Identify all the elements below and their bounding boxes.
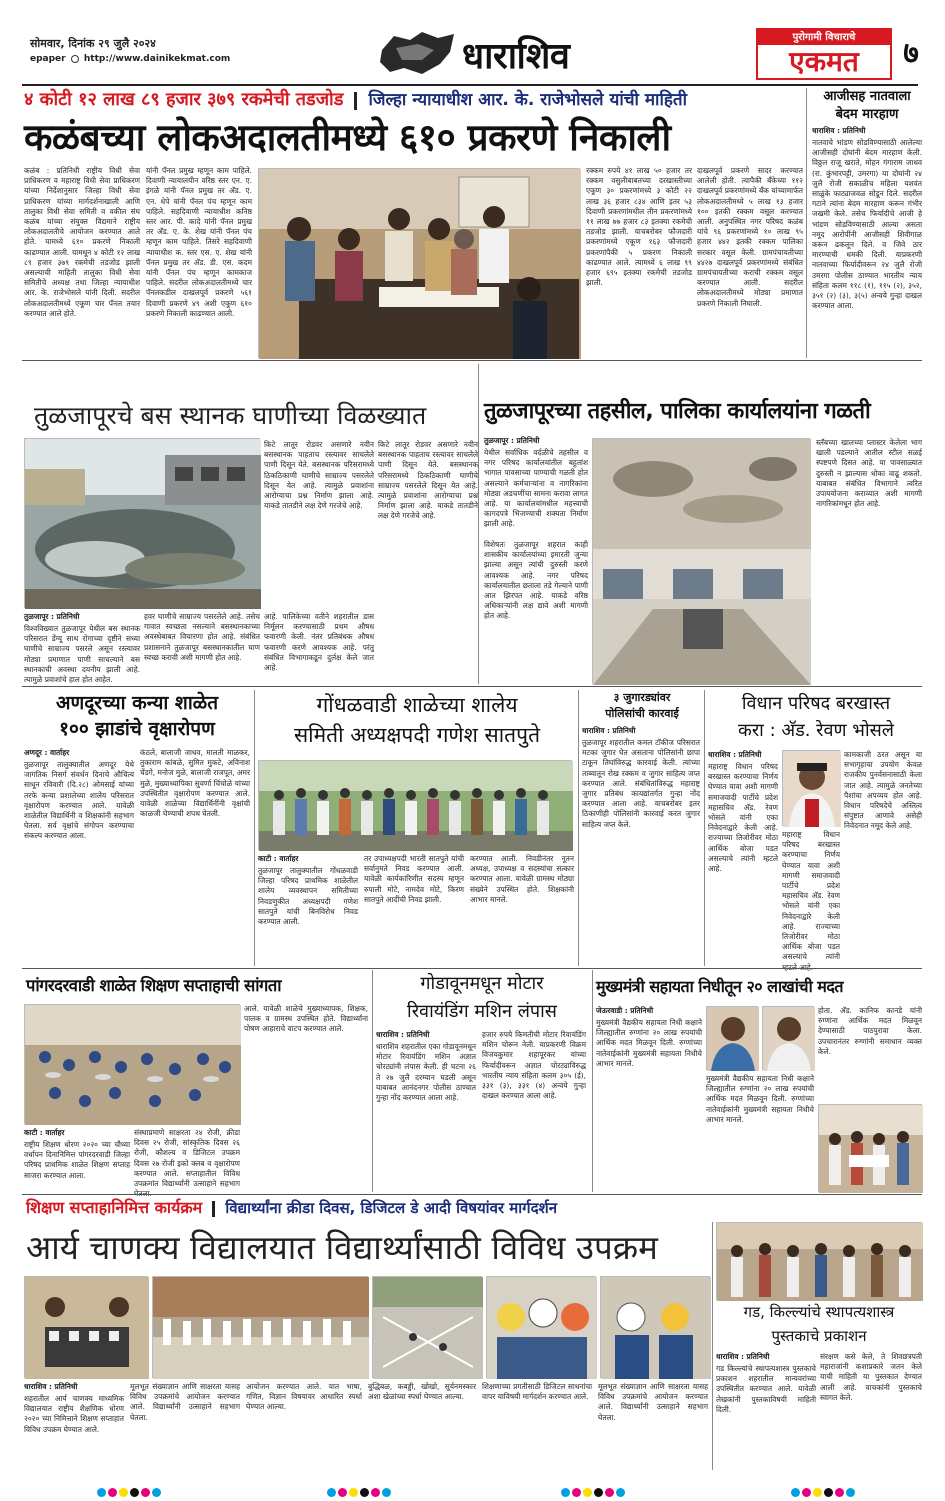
registration-dot <box>813 1488 822 1497</box>
tree-headline: अणदूरच्या कन्या शाळेत १०० झाडांचे वृक्षारोपण <box>55 692 219 740</box>
kanade-photo-2 <box>762 1006 814 1070</box>
registration-dot <box>382 1488 391 1497</box>
gondhal-byline: काटी : वार्ताहर <box>258 854 299 863</box>
lead-kicker-red: ४ कोटी १२ लाख ८९ हजार ३७९ रकमेची तडजोड <box>24 89 344 110</box>
side-brief-headline: आजीसह नातवाला बेदम मारहाण <box>823 89 911 122</box>
registration-dot <box>616 1488 625 1497</box>
fort-col1: गड किल्ल्यांचे स्थापत्यशास्त्र पुस्तकाचे प्रकाशन शहरातील मान्यवरांच्या उपस्थितीत करण्यात आले. यावेळी लेखकांनी पुस्तकाविषयी माहिती दिली. <box>716 1364 816 1414</box>
committee-photo <box>258 760 572 850</box>
registration-bar-middle <box>326 1482 392 1501</box>
lead-kicker-blue: जिल्हा न्यायाधीश आर. के. राजेभोसले यांची माहिती <box>368 90 687 110</box>
school-meal-photo <box>24 1004 240 1124</box>
registration-dot <box>583 1488 592 1497</box>
fort-col2: संरक्षण कसे केले, ते शिवछत्रपती महाराजांनी कशाप्रकारे जतन केले याची माहिती या पुस्तकात देण्यात आली आहे. वाचकांनी पुस्तकाचे स्वागत केले. <box>820 1352 922 1402</box>
brand-logo: एकमत <box>789 45 859 78</box>
registration-dot <box>152 1488 161 1497</box>
lok-adalat-photo <box>258 168 580 358</box>
school-col2: मूलभूत संख्याज्ञान आणि साक्षरता यासह विविध उपक्रमांचे आयोजन करण्यात आले. विद्यार्थ्यांनी उत्साहाने सहभाग घेतला. <box>130 1382 240 1422</box>
school-kicker-blue: विद्यार्थ्यांना क्रीडा दिवस, डिजिटल डे आदी विषयांवर मार्गदर्शन <box>225 1199 558 1217</box>
bus-headline: तुळजापूरचे बस स्थानक घाणीच्या विळख्यात <box>34 401 427 430</box>
bus-byline: तुळजापूर : प्रतिनिधी <box>24 612 80 621</box>
tehsil-col3: स्लॅबच्या खालच्या प्लास्टर केलेला भाग खाली पडल्याने आतील स्टील सळई स्पष्टपणे दिसत आहे. या पावसाळ्यात दुरुस्ती न झाल्यास धोका वाढू शकतो. याबाबत संबंधित विभागाने त्वरित उपाययोजना कराव्यात अशी मागणी नागरिकांमधून होत आहे. <box>816 438 922 509</box>
registration-dot <box>349 1488 358 1497</box>
masthead <box>0 0 945 84</box>
tehsil-byline: तुळजापूर : प्रतिनिधी <box>484 436 540 445</box>
section-name: धाराशिव <box>462 35 570 77</box>
tehsil-col1: येथील सर्वाधिक वर्दळीचे तहसील व नगर परिषद कार्यालयांतील बहुतांश भागात पावसाच्या पाण्याची गळती होत असल्याने कर्मचाऱ्यांना व नागरिकांना मोठ्या अडचणींचा सामना करावा लागत आहे. या कार्यालयांमधील महत्त्वाची कागदपत्रे भिजण्याची शक्यता निर्माण झाली आहे. <box>484 448 588 529</box>
kanade-photo-1 <box>706 1006 758 1070</box>
motor-byline: धाराशिव : प्रतिनिधी <box>376 1030 430 1039</box>
motor-col2: हजार रुपये किमतीची मोटार रिवायंडिंग मशिन चोरून नेली. याप्रकरणी विक्रम विजयकुमार शहापूरकर यांच्या फिर्यादीवरून अज्ञात चोरट्याविरुद्ध भारतीय न्याय संहिता कलम ३०५ (ई), ३३१ (३), ३३१ (४) अन्वये गुन्हा दाखल करण्यात आला आहे. <box>482 1030 586 1101</box>
registration-dot <box>824 1488 833 1497</box>
brand-block <box>756 28 892 80</box>
bus-col2: हवर घाणीचे साम्राज्य पसरलेले आहे. तसेच गावात स्वच्छता नसल्याने बसस्थानकाच्या अवस्थेबाबत विचारणा होत आहे. संबंधित प्रशासनाने तुळजापूर बसस्थानकातील घाण स्वच्छ करावी अशी मागणी होत आहे. <box>144 612 260 662</box>
gambling-byline: धाराशिव : प्रतिनिधी <box>582 726 636 735</box>
bus-col3: आहे. पालिकेच्या वतीने शहरातील डास निर्मूलन करण्यासाठी प्रथम औषध फवारणी केली. नंतर प्रतिबंधक औषध फवारणी करणे आवश्यक आहे. परंतु संबंधित विभागाकडून दुर्लक्ष केले जात आहे. <box>264 612 374 673</box>
school-col4: बुद्धिबळ, कबड्डी, खोखो, सूर्यनमस्कार अशा खेळांच्या स्पर्धा घेण्यात आल्या. <box>368 1382 476 1402</box>
registration-dot <box>360 1488 369 1497</box>
tehsil-col2: विशेषतः तुळजापूर शहरात काही शासकीय कार्यालयांच्या इमारती जुन्या झाल्या असून त्यांची दुरुस्ती करणे आवश्यक आहे. नगर परिषद कार्यालयातील छताला तडे गेल्याने पाणी आत झिरपत आहे. याकडे वरिष्ठ अधिकाऱ्यांनी लक्ष द्यावे अशी मागणी होत आहे. <box>484 540 588 621</box>
pangar-byline: काटी : वार्ताहर <box>24 1128 65 1137</box>
lead-col2: यांनी पॅनल प्रमुख म्हणून काम पाहिले. दिवाणी न्यायालयीन वरिष्ठ स्तर एन. ए. इंगळे यांनी पॅनल प्रमुख तर अ‍ॅड. ए. एन. धेपे यांनी पॅनल पंच म्हणून काम पाहिले. सहदिवाणी न्यायाधीश कनिष्ठ स्तर आर. पी. कादे यांनी पॅनल प्रमुख तर अ‍ॅड. ए. के. शेख यांनी पॅनल पंच म्हणून काम पाहिले. तिसरे सहदिवाणी न्यायाधीश क. स्तर एस. ए. शेख यांनी पॅनल प्रमुख तर अ‍ॅड. डी. एस. कदम यांनी पॅनल पंच म्हणून कामकाज पाहिले. सदरील लोकअदालतीमध्ये चार पॅनलकडील दाखलपूर्व प्रकरणे ५६१ दिवाणी प्रकरणे ४९ अशी एकूण ६१० प्रकरणे निकाली काढण्यात आली. <box>146 166 252 318</box>
pangar-col1: राष्ट्रीय शिक्षण धोरण २०२० च्या चौथ्या वर्धापन दिनानिमित्त पांगरदरवाडी जिल्हा परिषद प्राथमिक शाळेत शिक्षण सप्ताह साजरा करण्यात आला. <box>24 1140 130 1180</box>
lead-headline: कळंबच्या लोकअदालतीमध्ये ६१० प्रकरणे निकाली <box>24 116 671 159</box>
cm-col3: मुख्यमंत्री वैद्यकीय सहायता निधी कक्षाने जिल्ह्यातील रुग्णांना २० लाख रुपयांची आर्थिक मदत मिळवून दिली. रुग्णांच्या नातेवाईकांनी मुख्यमंत्री सहायता निधीचे आभार मानले. <box>706 1074 814 1124</box>
registration-dot <box>97 1488 106 1497</box>
page-number: ७ <box>903 36 919 71</box>
registration-dot <box>594 1488 603 1497</box>
kids-masks-photo <box>600 1276 710 1378</box>
bus-station-photo <box>24 438 260 608</box>
registration-dot <box>338 1488 347 1497</box>
registration-bar-left <box>96 1482 162 1501</box>
registration-dot <box>802 1488 811 1497</box>
registration-bar-right <box>560 1482 626 1501</box>
bus-col4: किटे लातूर रोडवर असणारे नवीन बसस्थानक पाहताच रस्त्यावर साचलेले पाणी दिसून येते. बसस्थानक परिसरामध्ये ठिकठिकाणी घाणीचे साम्राज्य पसरलेले दिसून येत आहे. त्यामुळे प्रवाशांना आरोग्याचा प्रश्न निर्माण झाला आहे. याकडे तातडीने लक्ष देणे गरजेचे आहे. <box>264 440 374 511</box>
students-line-photo <box>152 1276 368 1378</box>
gondhal-col2: तर उपाध्यक्षपदी भारती सातपुते यांची सर्वानुमते निवड करण्यात आली. यावेळी कार्यकारिणीत सदस्य म्हणून रुपाली मोटे, नामदेव मोटे, किरण सातपुते आदींची निवड झाली. <box>364 854 464 904</box>
cheque-handover-photo <box>818 1104 922 1192</box>
registration-dot <box>327 1488 336 1497</box>
lead-col4: दाखलपूर्व प्रकरणे सादर करण्यात आलेली होती. त्यापैकी बँकेच्या ११२ दाखलपूर्व प्रकरणांमध्ये बँक यांच्यामार्फत लोकअदालतीमध्ये ५ लाख १३ हजार १०० इतकी रक्कम वसूल करण्यात आली. अनुपस्थित नगर परिषद कळंब यांचे ९६ प्रकरणांमध्ये १० लाख ९५ हजार ४४२ इतकी रक्कम पालिका सरकार वसूल केली. ग्रामपंचायतीच्या ४४२७ दाखलपूर्व प्रकरणांमध्ये संबंधित ग्रामपंचायतीच्या कराची रक्कम वसूल करण्यात आली. सदरील लोकअदालतीमध्ये मोठ्या प्रमाणात प्रकरणे निकाली निघाली. <box>697 166 803 308</box>
pangar-col2: संस्थाप्रमाणे साक्षरता २४ रोजी, क्रीडा दिवस २५ रोजी, सांस्कृतिक दिवस २६ रोजी, कौशल्य व डिजिटल उपक्रम दिवस २७ रोजी इको क्लब व वृक्षारोपण करण्यात आले. सप्ताहातील विविध उपक्रमांत विद्यार्थ्यांनी उत्साहाने सहभाग <box>134 1128 240 1189</box>
pangar-headline: पांगरदरवाडी शाळेत शिक्षण सप्ताहाची सांगता <box>26 976 282 995</box>
gondhal-col3: करण्यात आली. निवडीनंतर नूतन अध्यक्ष, उपाध्यक्ष व सदस्यांचा सत्कार करण्यात आला. यावेळी ग्रामस्थ मोठ्या संख्येने उपस्थित होते. शिक्षकांनी आभार मानले. <box>470 854 574 904</box>
district-map-icon <box>378 30 458 78</box>
registration-bar-far-right <box>790 1482 856 1501</box>
registration-dot <box>605 1488 614 1497</box>
school-kicker-red: शिक्षण सप्ताहानिमित्त कार्यक्रम <box>26 1198 203 1217</box>
registration-dot <box>371 1488 380 1497</box>
gondhal-col1: तुळजापूर तालुक्यातील गोंधळवाडी जिल्हा परिषद प्राथमिक शाळेतील शालेय व्यवस्थापन समितीच्या निवडणुकीत अध्यक्षपदी गणेश सातपुते यांची बिनविरोध निवड करण्यात आली. <box>258 866 358 927</box>
motor-headline: गोडावूनमधून मोटार रिवायंडिंग मशिन लंपास <box>407 973 557 1022</box>
pangar-col3: आले. यावेळी शाळेचे मुख्याध्यापक, शिक्षक, पालक व ग्रामस्थ उपस्थित होते. विद्यार्थ्यांना पोषण आहाराचे वाटप करण्यात आले. <box>244 1004 368 1034</box>
vidhan-col2b: महाराष्ट्र विधान परिषद बरखास्त करण्याचा निर्णय घेण्यात यावा अशी मागणी समाजवादी पार्टीचे प्रदेश महासचिव अ‍ॅड. रेवण भोसले यांनी एका निवेदनाद्वारे केली आहे. राज्याच्या तिजोरीवर मोठा आर्थिक बोजा पडत असल्याचे त्यांनी <box>782 830 840 962</box>
chess-photo <box>24 1276 148 1378</box>
tehsil-headline: तुळजापूरच्या तहसील, पालिका कार्यालयांना गळती <box>484 399 871 424</box>
registration-dot <box>561 1488 570 1497</box>
registration-dot <box>846 1488 855 1497</box>
vidhan-col2: कामकाजी ठरत असून या सभागृहाचा उपयोग केवळ राजकीय पुनर्वसनासाठी केला जात आहे. त्यामुळे जनतेच्या पैशांचा अपव्यय होत आहे. विधान परिषदेचे अस्तित्व संपुष्टात आणावे असेही निवेदनात नमूद केले आहे. <box>844 750 922 831</box>
registration-dot <box>130 1488 139 1497</box>
cm-col2: होता. अ‍ॅड. कानिफ कानडे यांनी रुग्णांना आर्थिक मदत मिळवून देण्यासाठी पाठपुरावा केला. उपचारानंतर रुग्णांनी समाधान व्यक्त केले. <box>818 1006 922 1056</box>
school-col6: मूलभूत संख्याज्ञान आणि साक्षरता यासह विविध उपक्रमांचे आयोजन करण्यात आले. विद्यार्थ्यांनी उत्साहाने सहभाग घेतला. <box>598 1382 708 1422</box>
school-byline: धाराशिव : प्रतिनिधी <box>24 1382 78 1391</box>
playground-photo <box>372 1276 482 1378</box>
registration-dot <box>572 1488 581 1497</box>
vidhan-col1: महाराष्ट्र विधान परिषद बरखास्त करण्याचा निर्णय घेण्यात यावा अशी मागणी समाजवादी पार्टीचे प्रदेश महासचिव अ‍ॅड. रेवण भोसले यांनी एका निवेदनाद्वारे केली आहे. राज्याच्या तिजोरीवर मोठा आर्थिक बोजा पडत असल्याचे त्यांनी म्हटले आहे. <box>708 762 778 874</box>
leaking-ceiling-photo <box>592 438 810 684</box>
tree-col1: तुळजापूर तालुक्यातील अणदूर येथे जागतिक निसर्ग संवर्धन दिनाचे औचित्य साधून रविवारी (दि.२८) ओमसाई यांच्या तरफे कन्या प्रशालेच्या शालेय परिसरात वृक्षारोपण करण्यात आले. यावेळी शाळेतील विद्यार्थिनी व शिक्षकांनी सहभाग घेतला. सर्व वृक्षांचे संगोपन करण्याचा संकल्प करण्यात आला. <box>24 760 134 841</box>
lead-col1: कळंब : प्रतिनिधी राष्ट्रीय विधी सेवा प्राधिकरण व महाराष्ट्र विधी सेवा प्राधिकरण यांच्या निर्देशानुसार जिल्हा विधी सेवा प्राधिकरण यांच्या मार्गदर्शनाखाली आणि तालुका विधी सेवा समिती व वकील संघ कळंब यांच्या संयुक्त विद्यमाने राष्ट्रीय लोकअदालतीचे आयोजन करण्यात आले होते. यामध्ये ६१० प्रकरणे निकाली काढण्यात आली. यामधून ४ कोटी १२ लाख ८९ हजार ३७९ रकमेची तडजोड झाली असल्याची माहिती तालुका विधी सेवा समितीचे अध्यक्ष तथा जिल्हा न्यायाधीश आर. के. राजेभोसले यांनी दिली. सदरील लोकअदालतीमध्ये एकूण चार पॅनल तयार करण्यात आले होते. <box>24 166 140 318</box>
school-headline: आर्य चाणक्य विद्यालयात विद्यार्थ्यांसाठी विविध उपक्रम <box>26 1228 658 1267</box>
cm-headline: मुख्यमंत्री सहायता निधीतून २० लाखांची मदत <box>596 977 843 996</box>
registration-dot <box>835 1488 844 1497</box>
registration-dot <box>791 1488 800 1497</box>
gambling-headline: ३ जुगारड्यांवर पोलिसांची कारवाई <box>605 691 679 720</box>
fort-byline: धाराशिव : प्रतिनिधी <box>716 1352 770 1361</box>
book-launch-photo <box>716 1222 922 1300</box>
motor-col1: धाराशिव शहरातील एका गोडावूनमधून मोटार रिवायंडिंग मशिन अज्ञात चोरट्यांनी लंपास केली. ही घटना २६ ते २७ जुलै दरम्यान घडली असून याबाबत आनंदनगर पोलीस ठाण्यात गुन्हा नोंद करण्यात आला आहे. <box>376 1042 476 1103</box>
tree-byline: अणदूर : वार्ताहर <box>24 748 70 757</box>
school-kicker <box>26 1196 922 1222</box>
lead-col3: रक्कम रुपये ४१ लाख ५० हजार तर रक्कम वसुलीबाबतच्या दरखास्तीच्या एकूण ३० प्रकरणांमध्ये ३ कोटी २२ लाख ३६ हजार ८३४ आणि इतर ५३ दिवाणी प्रकरणांमधील तीन प्रकरणांमध्ये ११ लाख ७७ हजार ८३ इतक्या रकमेची तडजोड झाली. याचबरोबर फौजदारी प्रकरणांमध्ये एकूण १६३ फौजदारी प्रकरणांपैकी ५ प्रकरण निकाली काढण्यात आले. त्यामध्ये ६ लाख ९९ हजार ६९५ इतक्या रकमेची तडजोड झाली. <box>586 166 692 288</box>
masks-photo <box>486 1276 596 1378</box>
brand-tagline: पुरोगामी विचाराचे <box>758 30 890 45</box>
kicker-divider-2 <box>212 1201 215 1217</box>
bus-col4b: किटे लातूर रोडवर असणारे नवीन बसस्थानक पाहताच रस्त्यावर साचलेले पाणी दिसून येते. बसस्थानक परिसरामध्ये ठिकठिकाणी घाणीचे साम्राज्य पसरलेले दिसून येत आहे. त्यामुळे प्रवाशांना आरोग्याचा प्रश्न निर्माण झाला आहे. याकडे तातडीने लक्ष देणे गरजेचे आहे. <box>378 440 478 521</box>
cm-col1: मुख्यमंत्री वैद्यकीय सहायता निधी कक्षाने जिल्ह्यातील रुग्णांना २० लाख रुपयांची आर्थिक मदत मिळवून दिली. रुग्णांच्या नातेवाईकांनी मुख्यमंत्री सहायता निधीचे आभार मानले. <box>596 1018 702 1068</box>
tree-col2: कंठले, बालाजी जाधव, मालती माळकर, तुकाराम कांबळे, सुमित मुकटे, अविनाश चेंडगे, मनोज मुळे, बालाजी राजपूत, अमर मुळे, मुख्याध्यापिका सुवर्णा चिंचोळे यांच्या उपस्थितीत वृक्षारोपण करण्यात आले. यावेळी शाळेच्या विद्यार्थिनींनी वृक्षांची काळजी घेण्याची शपथ घेतली. <box>140 748 250 819</box>
epaper-url[interactable]: epaper http://www.dainikekmat.com <box>30 54 231 64</box>
globe-icon <box>71 55 79 63</box>
school-col5: शिक्षणाच्या प्रगतीसाठी डिजिटल साधनांचा वापर याविषयी मार्गदर्शन करण्यात आले. <box>482 1382 592 1402</box>
cm-byline: जेऊरवाडी : प्रतिनिधी <box>596 1006 654 1015</box>
registration-dot <box>119 1488 128 1497</box>
school-col1: शहरातील आर्य चाणक्य माध्यमिक विद्यालयात राष्ट्रीय शैक्षणिक धोरण २०२० च्या निमित्ताने शिक्षण सप्ताहात विविध उपक्रम घेण्यात आले. <box>24 1394 124 1434</box>
registration-dot <box>141 1488 150 1497</box>
lead-kicker <box>24 87 764 113</box>
masthead-date: सोमवार, दिनांक २९ जुलै २०२४ <box>30 37 156 50</box>
school-col3: आयोजन करण्यात आले. यात भाषा, गणित, विज्ञान विषयावर आधारित स्पर्धा घेण्यात आल्या. <box>246 1382 362 1412</box>
vidhan-headline: विधान परिषद बरखास्त करा : अ‍ॅड. रेवण भोसले <box>738 693 894 741</box>
gambling-body: तुळजापूर शहरातील कमल टॉकीज परिसरात मटका जुगार घेत असताना पोलिसांनी छापा टाकून तिघांविरुद्ध कारवाई केली. त्यांच्या ताब्यातून रोख रक्कम व जुगार साहित्य जप्त करण्यात आले. संबंधितांविरुद्ध महाराष्ट्र जुगार प्रतिबंध कायद्यांतर्गत गुन्हा नोंद करण्यात आला आहे. याचबरोबर इतर ठिकाणीही पोलिसांनी कारवाई करत जुगार साहित्य जप्त केले. <box>582 738 700 829</box>
registration-marks <box>0 1478 945 1498</box>
bus-col1: विश्वविख्यात तुळजापूर येथील बस स्थानक परिसरात डेंग्यू साथ रोगाच्या दृष्टीने सध्या घाणीचे साम्राज्य पसरले असून रस्त्यावर मोठ्या प्रमाणात पाणी साचल्याने बस स्थानकाची अवस्था दयनीय झाली आहे. त्यामुळे प्रवाशांचे हाल होत आहेत. <box>24 624 140 685</box>
vidhan-byline: धाराशिव : प्रतिनिधी <box>708 750 762 759</box>
registration-dot <box>108 1488 117 1497</box>
fort-headline: गड, किल्ल्यांचे स्थापत्यशास्त्र पुस्तकाचे प्रकाशन <box>743 1303 895 1345</box>
revan-bhosale-photo <box>782 750 840 826</box>
side-brief-byline: धाराशिव : प्रतिनिधी <box>812 126 866 135</box>
side-brief-body: नातवाचे भांडण सोडविण्यासाठी आलेल्या आजीसही दोघांनी बेदम मारहाण केली. विठ्ठल राजू खराते, मोहन गंगाराम जाधव (रा. कुंभारपट्टी, उमरगा) या दोघांनी २४ जुलै रोजी सकाळीच महिला यशवंत साळुंके फाट्याजवळ सोडून दिले. सदरील गटाने त्यांना बेदम मारहाण करून गंभीर जखमी केले. तसेच फिर्यादीचे आजी हे भांडण सोडविण्यासाठी आल्या असता नमूद आरोपींनी आजीसही शिवीगाळ करून ढकलून दिले. व जिवे ठार मारण्याची धमकी दिली. याप्रकरणी नातवाच्या फिर्यादीवरून २४ जुलै रोजी उमरगा पोलीस ठाण्यात भारतीय न्याय संहिता कलम ११८ (१), ११५ (२), ३५२, ३५१ (२) (३), ३(५) अन्वये गुन्हा दाखल करण्यात आला. <box>812 138 922 311</box>
gondhal-headline: गोंधळवाडी शाळेच्या शालेय समिती अध्यक्षपदी गणेश सातपुते <box>293 693 541 747</box>
kicker-divider <box>354 92 357 110</box>
